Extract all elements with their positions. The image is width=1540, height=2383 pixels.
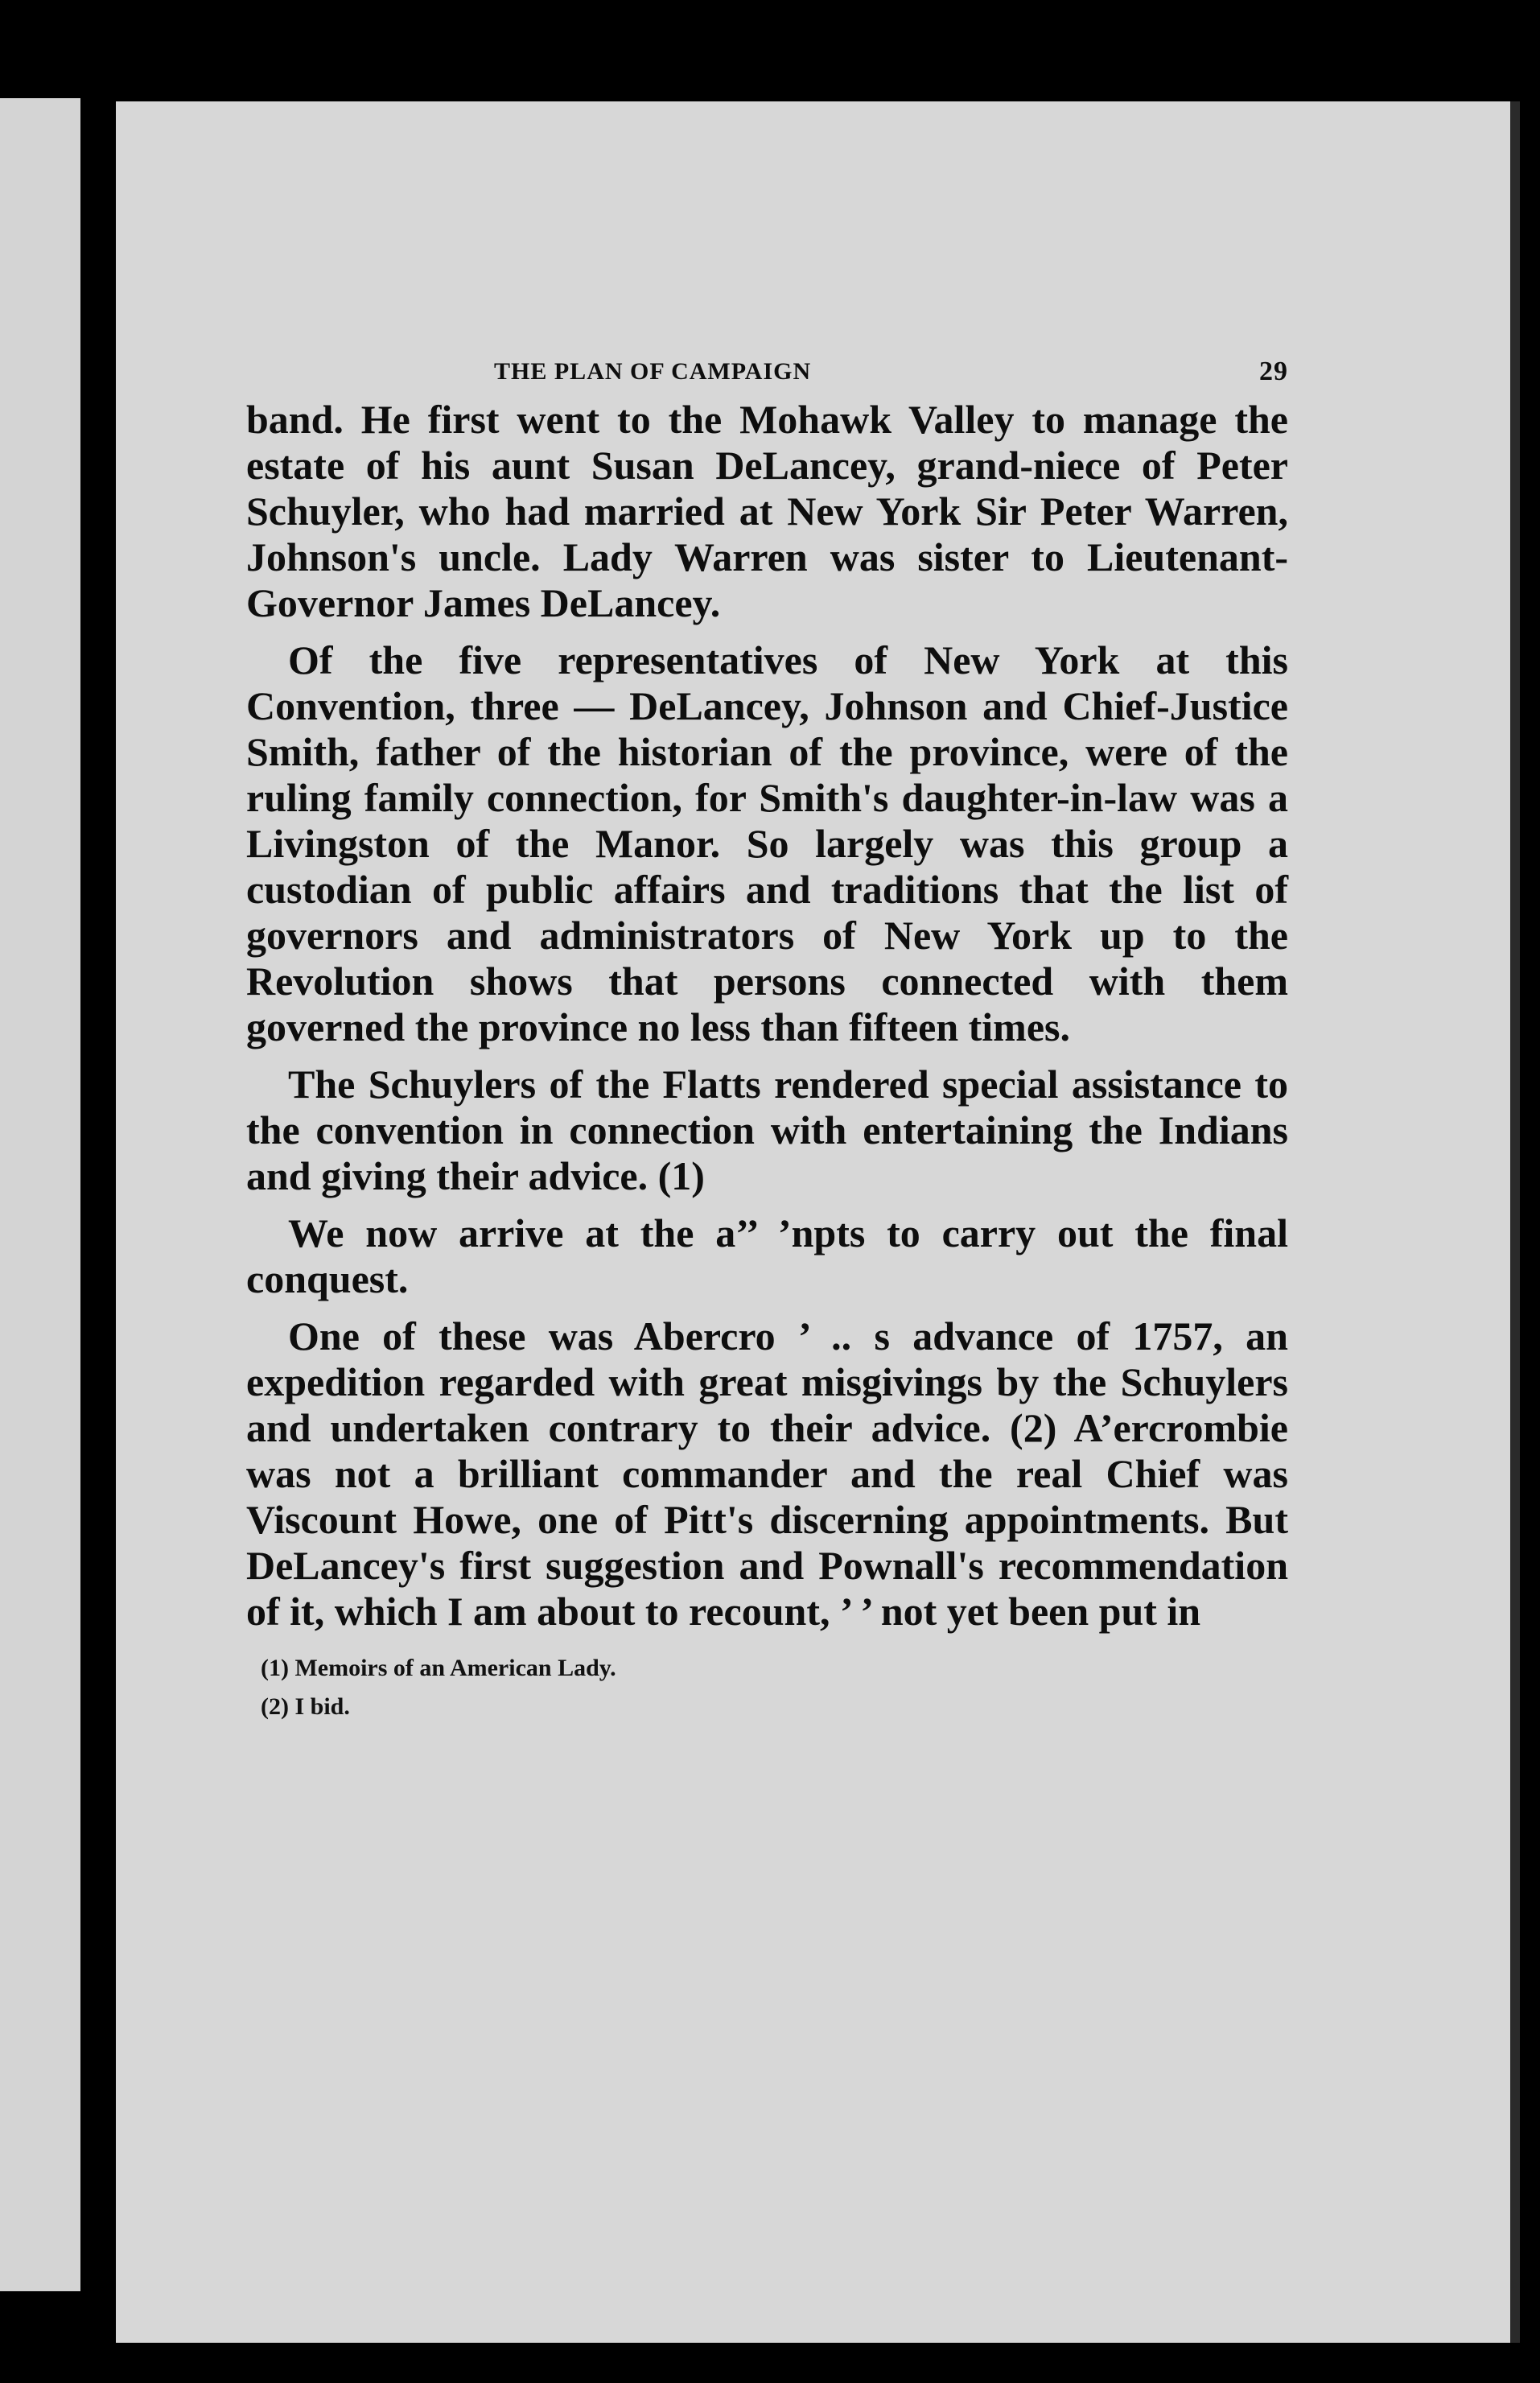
facing-page-edge: [0, 98, 80, 2291]
paragraph-5: One of these was Abercro ’ .. s advance of 1757, an expedition regarded with great misgivings by the Schuylers and undertaken contrary to their advice. (2) A’ercrombie was not a brilliant commander and the real Chief was Viscount Howe, one of Pitt's discerning appointments. But DeLancey's first suggestion and Pownall's recommendation of it, which I am about to recount, ’ ’ not yet been put in: [246, 1313, 1288, 1634]
running-head: [246, 348, 1288, 397]
paragraph-3: The Schuylers of the Flatts rendered special assistance to the convention in connection with entertaining the Indians and giving their advice. (1): [246, 1062, 1288, 1198]
book-page: [116, 101, 1520, 2343]
paragraph-4: We now arrive at the a’’ ’npts to carry out the final conquest.: [246, 1210, 1288, 1301]
paragraph-1: band. He first went to the Mohawk Valley to manage the estate of his aunt Susan DeLancey, grand-niece of Peter Schuyler, who had married at New York Sir Peter Warren, Johnson's uncle. Lady Warren was sister to Lieutenant-Governor James DeLancey.: [246, 397, 1288, 625]
footnote-2: (2) I bid.: [261, 1693, 350, 1720]
paragraph-2: Of the five representatives of New York at this Convention, three — DeLancey, Johnson and Chief-Justice Smith, father of the historian of the province, were of the ruling family connection, for Smith's daughter-in-law was a Livingston of the Manor. So largely was this group a custodian of public affairs and traditions that the list of governors and administrators of New York up to the Revolution shows that persons connected with them governed the province no less than fifteen times.: [246, 637, 1288, 1049]
footnotes: [246, 1649, 1288, 1726]
page-number: 29: [1259, 357, 1288, 386]
page-text-block: [246, 348, 1288, 1726]
footnote-1: (1) Memoirs of an American Lady.: [261, 1655, 616, 1681]
running-head-title: THE PLAN OF CAMPAIGN: [494, 358, 812, 385]
